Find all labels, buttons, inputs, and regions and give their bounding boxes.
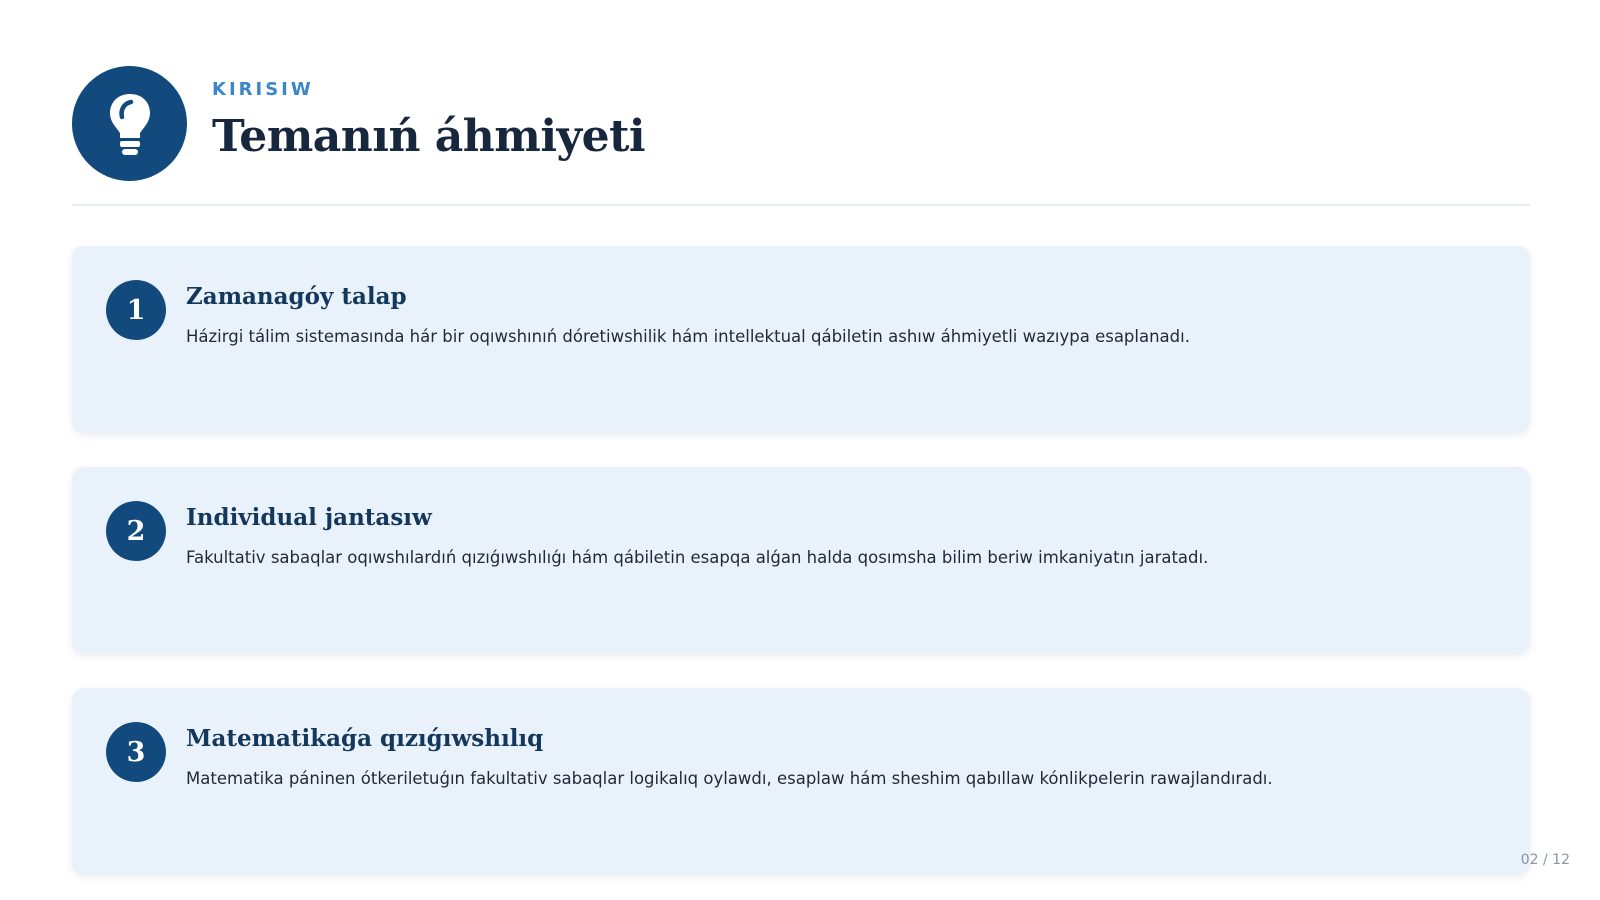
card-description: Fakultativ sabaqlar oqıwshılardıń qızıǵıwshılıǵı hám qábiletin esapqa alǵan halda qosımsha bilim beriw imkaniyatın jaratadı. [186,548,1209,567]
card-number-badge: 2 [106,501,166,561]
card-3 [72,688,1530,874]
card-description: Házirgi tálim sistemasında hár bir oqıwshınıń dóretiwshilik hám intellektual qábiletin ashıw áhmiyetli wazıypa esaplanadı. [186,327,1190,346]
card-title: Individual jantasıw [186,504,432,531]
card-description: Matematika páninen ótkeriletuǵın fakultativ sabaqlar logikalıq oylawdı, esaplaw hám sheshim qabıllaw kónlikpelerin rawajlandıradı. [186,769,1273,788]
card-title: Matematikaǵa qızıǵıwshılıq [186,725,544,752]
section-eyebrow: KIRISIW [212,79,314,101]
header-titles [212,81,645,161]
page-number: 02 / 12 [1520,852,1570,868]
card-number-badge: 3 [106,722,166,782]
lightbulb-icon [72,66,187,181]
page-title: Temanıń áhmiyeti [212,111,646,163]
card-title: Zamanagóy talap [186,283,407,310]
slide-header [72,66,645,181]
card-1 [72,246,1530,432]
card-number-badge: 1 [106,280,166,340]
header-divider [72,204,1530,206]
card-2 [72,467,1530,653]
